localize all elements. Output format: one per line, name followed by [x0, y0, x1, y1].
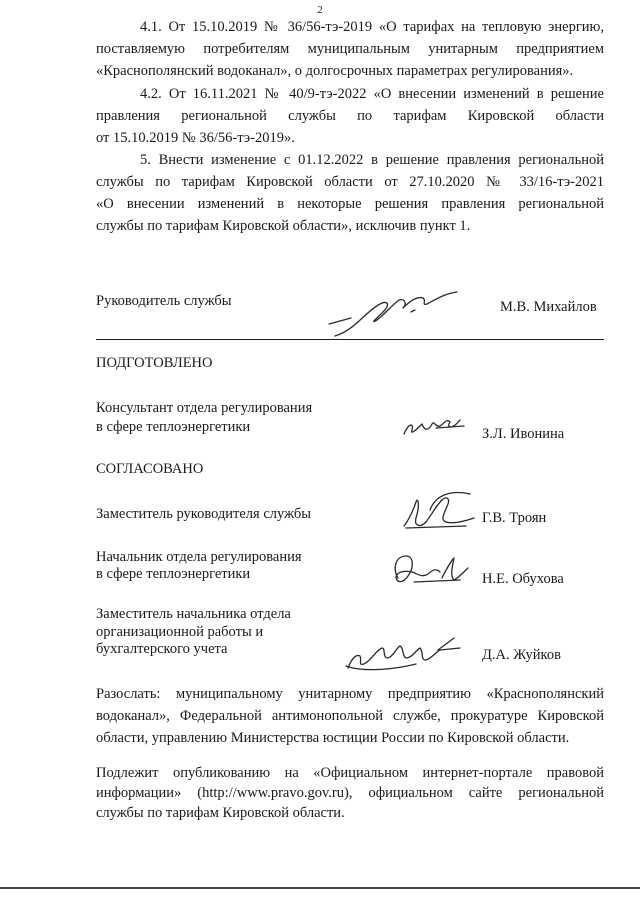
- signer-1-position-line-1: Заместитель руководителя службы: [96, 506, 312, 522]
- signer-3-signature: [342, 628, 468, 676]
- prepared-position-line-2: в сфере теплоэнергетики: [96, 419, 251, 435]
- publication-line-3: службы по тарифам Кировской области.: [96, 805, 345, 821]
- prepared-heading: ПОДГОТОВЛЕНО: [96, 355, 213, 371]
- publication-line-1: Подлежит опубликованию на «Официальном интернет-портале правовой: [96, 765, 604, 781]
- publication-line-2: информации» (http://www.pravo.gov.ru), официальном сайте региональной: [96, 785, 604, 801]
- paragraph-4-2-line-1: 4.2. От 16.11.2021 № 40/9-тэ-2022 «О внесении изменений в решение: [140, 86, 604, 102]
- page-bottom-border: [0, 887, 640, 889]
- distribution-line-3: области, управлению Министерства юстиции России по Кировской области.: [96, 730, 570, 746]
- paragraph-4-2-line-3: от 15.10.2019 № 36/56-тэ-2019».: [96, 130, 295, 146]
- signer-2-position-line-1: Начальник отдела регулирования: [96, 549, 302, 565]
- signer-2-position-line-2: в сфере теплоэнергетики: [96, 566, 251, 582]
- paragraph-4-1-line-3: «Краснополянский водоканал», о долгосрочных параметрах регулирования».: [96, 63, 574, 79]
- separator-line: [96, 339, 604, 340]
- distribution-line-1: Разослать: муниципальному унитарному предприятию «Краснополянский: [96, 686, 604, 702]
- prepared-position-line-1: Консультант отдела регулирования: [96, 400, 313, 416]
- paragraph-5-line-1: 5. Внести изменение с 01.12.2022 в решение правления региональной: [140, 152, 604, 168]
- head-signature: [325, 278, 475, 340]
- paragraph-5-line-2: службы по тарифам Кировской области от 27.10.2020 № 33/16-тэ-2021: [96, 174, 604, 190]
- prepared-signature: [400, 414, 470, 440]
- signer-3-position-line-2: организационной работы и: [96, 624, 264, 640]
- page-number: 2: [317, 4, 323, 16]
- paragraph-5-line-4: службы по тарифам Кировской области», исключив пункт 1.: [96, 218, 471, 234]
- signer-2-name: Н.Е. Обухова: [482, 571, 564, 587]
- signer-1-name: Г.В. Троян: [482, 510, 547, 526]
- paragraph-4-1-line-2: поставляемую потребителям муниципальным унитарным предприятием: [96, 41, 604, 57]
- paragraph-4-2-line-2: правления региональной службы по тарифам Кировской области: [96, 108, 604, 124]
- head-title: Руководитель службы: [96, 293, 232, 309]
- prepared-name: З.Л. Ивонина: [482, 426, 565, 442]
- head-name: М.В. Михайлов: [500, 299, 597, 315]
- paragraph-4-1-line-1: 4.1. От 15.10.2019 № 36/56-тэ-2019 «О тарифах на тепловую энергию,: [140, 19, 604, 35]
- signer-3-name: Д.А. Жуйков: [482, 647, 561, 663]
- signer-3-position-line-3: бухгалтерского учета: [96, 641, 228, 657]
- signer-1-signature: [396, 488, 482, 538]
- agreed-heading: СОГЛАСОВАНО: [96, 461, 204, 477]
- distribution-line-2: водоканал», Федеральной антимонопольной службе, прокуратуре Кировской: [96, 708, 604, 724]
- paragraph-5-line-3: «О внесении изменений в некоторые решения правления региональной: [96, 196, 604, 212]
- signer-3-position-line-1: Заместитель начальника отдела: [96, 606, 291, 622]
- signer-2-signature: [384, 548, 474, 590]
